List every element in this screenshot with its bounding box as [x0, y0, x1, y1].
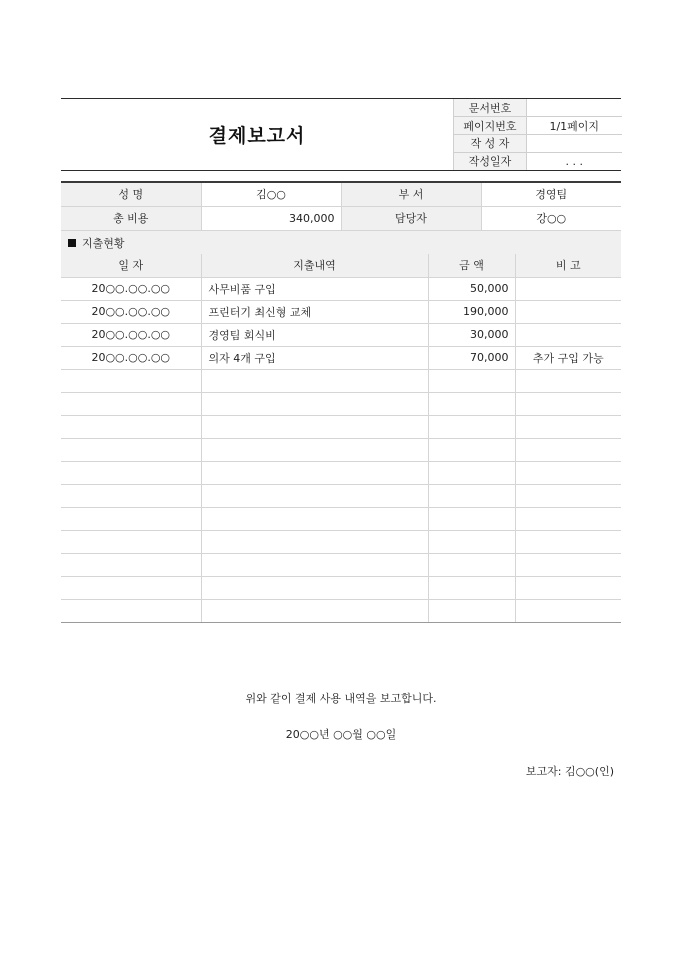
meta-value — [527, 99, 622, 117]
name-label: 성 명 — [61, 182, 201, 206]
expense-amount — [428, 576, 515, 599]
expense-date — [61, 553, 201, 576]
expense-description — [201, 553, 428, 576]
table-row — [61, 599, 621, 622]
expense-description — [201, 530, 428, 553]
expense-date: 20○○.○○.○○ — [61, 323, 201, 346]
expense-note — [515, 438, 621, 461]
expense-date — [61, 415, 201, 438]
section-heading-text: 지출현황 — [82, 236, 125, 250]
expense-amount: 190,000 — [428, 300, 515, 323]
expense-amount: 30,000 — [428, 323, 515, 346]
expense-description — [201, 507, 428, 530]
expense-date: 20○○.○○.○○ — [61, 346, 201, 369]
total-cost-label: 총 비용 — [61, 206, 201, 230]
expense-note — [515, 415, 621, 438]
table-row — [61, 323, 621, 346]
report-date: 20○○년 ○○월 ○○일 — [285, 728, 397, 741]
dept-value: 경영팀 — [481, 182, 621, 206]
column-header-note: 비 고 — [515, 254, 621, 277]
table-row — [61, 530, 621, 553]
expense-description: 사무비품 구입 — [201, 277, 428, 300]
expense-date — [61, 530, 201, 553]
meta-value: . . . — [565, 154, 583, 168]
expense-note — [515, 323, 621, 346]
meta-row — [454, 152, 622, 170]
expense-description: 프린터기 최신형 교체 — [201, 300, 428, 323]
expense-amount — [428, 415, 515, 438]
expense-note — [515, 599, 621, 622]
reporter-signature: 보고자: 김○○(인) — [525, 765, 614, 778]
expense-description: 경영팀 회식비 — [201, 323, 428, 346]
document-title: 결제보고서 — [208, 125, 306, 147]
expense-amount — [428, 553, 515, 576]
table-row — [61, 277, 621, 300]
expense-date — [61, 576, 201, 599]
expense-date: 20○○.○○.○○ — [61, 300, 201, 323]
expense-note — [515, 369, 621, 392]
expense-note — [515, 277, 621, 300]
meta-value — [527, 135, 622, 153]
table-row — [61, 553, 621, 576]
expense-description — [201, 392, 428, 415]
expense-date — [61, 599, 201, 622]
table-row — [61, 484, 621, 507]
document-header — [61, 98, 621, 171]
table-row — [61, 576, 621, 599]
document-meta-table — [453, 99, 622, 170]
table-row — [61, 369, 621, 392]
expense-table — [61, 254, 621, 623]
expense-date — [61, 369, 201, 392]
section-heading — [61, 231, 621, 254]
expense-amount — [428, 599, 515, 622]
info-row — [61, 182, 621, 206]
expense-amount — [428, 392, 515, 415]
expense-description — [201, 438, 428, 461]
expense-date: 20○○.○○.○○ — [61, 277, 201, 300]
column-header-description: 지출내역 — [201, 254, 428, 277]
expense-description — [201, 369, 428, 392]
meta-row — [454, 99, 622, 117]
table-row — [61, 461, 621, 484]
manager-label: 담당자 — [341, 206, 481, 230]
expense-date — [61, 461, 201, 484]
expense-note — [515, 507, 621, 530]
meta-label: 페이지번호 — [454, 117, 527, 135]
expense-table-body — [61, 277, 621, 622]
meta-row — [454, 135, 622, 153]
expense-date — [61, 507, 201, 530]
meta-label: 작성일자 — [454, 152, 527, 170]
expense-header-row — [61, 254, 621, 277]
expense-amount — [428, 507, 515, 530]
expense-amount — [428, 461, 515, 484]
expense-amount — [428, 369, 515, 392]
table-row — [61, 507, 621, 530]
expense-note: 추가 구입 가능 — [515, 346, 621, 369]
table-row — [61, 300, 621, 323]
expense-amount — [428, 484, 515, 507]
table-row — [61, 392, 621, 415]
info-table — [61, 181, 621, 231]
expense-note — [515, 484, 621, 507]
column-header-amount: 금 액 — [428, 254, 515, 277]
expense-amount — [428, 530, 515, 553]
expense-description: 의자 4개 구입 — [201, 346, 428, 369]
info-row — [61, 206, 621, 230]
report-statement: 위와 같이 결제 사용 내역을 보고합니다. — [245, 692, 437, 705]
table-row — [61, 438, 621, 461]
expense-description — [201, 461, 428, 484]
expense-description — [201, 484, 428, 507]
meta-label: 작 성 자 — [454, 135, 527, 153]
expense-description — [201, 599, 428, 622]
name-value: 김○○ — [201, 182, 341, 206]
expense-note — [515, 553, 621, 576]
square-bullet-icon — [68, 239, 76, 247]
expense-description — [201, 415, 428, 438]
manager-value: 강○○ — [481, 206, 621, 230]
expense-note — [515, 461, 621, 484]
expense-note — [515, 300, 621, 323]
table-row — [61, 415, 621, 438]
expense-description — [201, 576, 428, 599]
expense-note — [515, 576, 621, 599]
expense-date — [61, 438, 201, 461]
meta-value: 1/1페이지 — [527, 117, 622, 135]
table-row — [61, 346, 621, 369]
expense-amount: 70,000 — [428, 346, 515, 369]
column-header-date: 일 자 — [61, 254, 201, 277]
dept-label: 부 서 — [341, 182, 481, 206]
total-cost-value: 340,000 — [201, 206, 341, 230]
expense-date — [61, 392, 201, 415]
expense-amount: 50,000 — [428, 277, 515, 300]
meta-label: 문서번호 — [454, 99, 527, 117]
expense-amount — [428, 438, 515, 461]
expense-note — [515, 530, 621, 553]
meta-row — [454, 117, 622, 135]
expense-note — [515, 392, 621, 415]
expense-date — [61, 484, 201, 507]
